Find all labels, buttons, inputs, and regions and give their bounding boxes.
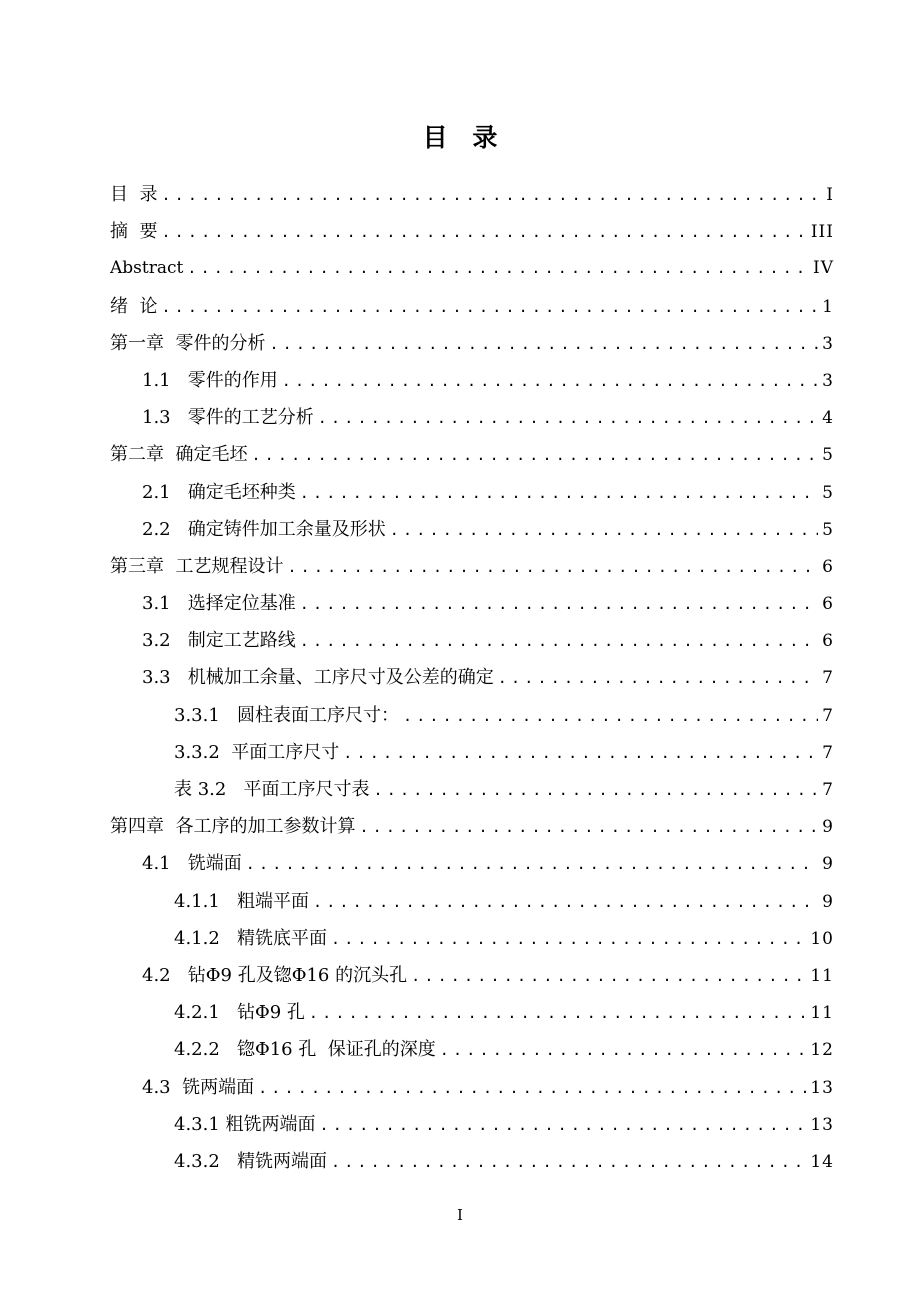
toc-entry[interactable] [110, 176, 834, 213]
toc-entry[interactable] [110, 585, 834, 622]
toc-entry-page: 3 [822, 370, 834, 391]
toc-leader-dots [313, 884, 818, 920]
toc-entry-label: 3.3.2 平面工序尺寸 [174, 741, 340, 763]
toc-entry[interactable] [110, 288, 834, 325]
toc-entry-label: 4.1.2 精铣底平面 [174, 927, 327, 949]
toc-leader-dots [246, 846, 818, 882]
toc-entry[interactable] [110, 511, 834, 548]
toc-leader-dots [411, 958, 806, 994]
toc-entry-label: 目 录 [110, 184, 158, 205]
toc-leader-dots [309, 995, 806, 1031]
toc-entry-page: 1 [822, 296, 834, 317]
toc-leader-dots [300, 586, 818, 622]
toc-entry-label: 3.2 制定工艺路线 [142, 630, 296, 652]
toc-entry[interactable] [110, 622, 834, 659]
toc-leader-dots [300, 475, 818, 511]
toc-entry-page: 12 [810, 1040, 834, 1061]
toc-title: 目 录 [422, 123, 506, 152]
toc-leader-dots [187, 250, 809, 287]
toc-entry-page: 3 [822, 333, 834, 354]
toc-entry[interactable] [110, 734, 834, 771]
toc-leader-dots [318, 400, 818, 436]
toc-leader-dots [374, 772, 819, 808]
toc-leader-dots [161, 177, 822, 213]
toc-entry[interactable] [110, 1069, 834, 1106]
toc-leader-dots [498, 660, 818, 696]
toc-entry[interactable] [110, 883, 834, 920]
toc-entry-page: 6 [822, 556, 834, 577]
toc-entry[interactable] [110, 1031, 834, 1068]
toc-entry-label: 第三章 工艺规程设计 [110, 555, 284, 577]
toc-leader-dots [440, 1032, 807, 1068]
toc-entry-page: 4 [822, 408, 834, 429]
page-number: I [457, 1206, 463, 1224]
toc-entry-label: 4.3.2 精铣两端面 [174, 1150, 327, 1172]
toc-entry-label: 4.1.1 粗端平面 [174, 890, 309, 912]
toc-entry[interactable] [110, 845, 834, 882]
toc-entry[interactable] [110, 362, 834, 399]
toc-entry-label: 第一章 零件的分析 [110, 332, 266, 354]
toc-leader-dots [269, 326, 818, 362]
toc-entry[interactable] [110, 920, 834, 957]
toc-entry-page: 11 [810, 1003, 834, 1024]
toc-entry-page: I [826, 185, 834, 205]
toc-entry-label: 4.3 铣两端面 [142, 1076, 255, 1098]
toc-entry-page: IV [813, 258, 834, 279]
toc-entry-label: 4.2.1 钻Φ9 孔 [174, 1002, 305, 1024]
toc-entry-page: 10 [810, 928, 834, 949]
toc-leader-dots [287, 549, 818, 585]
toc-entry[interactable] [110, 808, 834, 845]
toc-leader-dots [403, 698, 818, 734]
toc-leader-dots [258, 1070, 806, 1106]
toc-entry[interactable] [110, 399, 834, 436]
toc-entry[interactable] [110, 474, 834, 511]
toc-entry[interactable] [110, 697, 834, 734]
toc-entry-label: 4.3.1 粗铣两端面 [174, 1113, 316, 1135]
toc-entry-label: 第四章 各工序的加工参数计算 [110, 816, 356, 838]
toc-leader-dots [161, 289, 818, 325]
toc-entry-label: 3.3.1 圆柱表面工序尺寸： [174, 704, 399, 726]
toc-entry-page: 5 [822, 445, 834, 466]
toc-entry-page: 5 [822, 519, 834, 540]
toc-entry-label: 表 3.2 平面工序尺寸表 [174, 779, 370, 800]
toc-leader-dots [282, 363, 818, 399]
toc-leader-dots [331, 921, 806, 957]
toc-entry-page: 9 [822, 854, 834, 875]
toc-leader-dots [331, 1144, 806, 1180]
toc-entry-page: 9 [822, 891, 834, 912]
toc-leader-dots [251, 437, 818, 473]
toc-entry-label: 1.3 零件的工艺分析 [142, 407, 314, 429]
toc-entry-label: 2.1 确定毛坯种类 [142, 481, 296, 503]
toc-leader-dots [390, 512, 818, 548]
toc-entry[interactable] [110, 250, 834, 287]
toc-entry-label: 4.2 钻Φ9 孔及锪Φ16 的沉头孔 [142, 964, 408, 986]
toc-entry-page: 13 [810, 1077, 834, 1098]
toc-leader-dots [343, 735, 818, 771]
toc-entry-label: Abstract [110, 258, 184, 279]
toc-entry-label: 3.1 选择定位基准 [142, 593, 296, 615]
toc-entry[interactable] [110, 213, 834, 250]
toc-entry-label: 4.2.2 锪Φ16 孔 保证孔的深度 [174, 1039, 436, 1061]
toc-leader-dots [359, 809, 818, 845]
toc-entry-page: 7 [822, 742, 834, 763]
toc-entry-label: 摘 要 [110, 221, 158, 243]
toc-entry-page: 7 [822, 780, 834, 800]
toc-entry-page: 13 [810, 1114, 834, 1135]
toc-entry[interactable] [110, 994, 834, 1031]
toc-entry[interactable] [110, 771, 834, 808]
toc-entry-page: 6 [822, 631, 834, 652]
toc-entry-label: 1.1 零件的作用 [142, 369, 278, 391]
toc-entry[interactable] [110, 325, 834, 362]
toc-leader-dots [300, 623, 818, 659]
toc-entry[interactable] [110, 1106, 834, 1143]
toc-entry-page: 5 [822, 482, 834, 503]
toc-entry-page: III [810, 222, 834, 243]
toc-entry-label: 4.1 铣端面 [142, 853, 242, 875]
toc-entry-label: 3.3 机械加工余量、工序尺寸及公差的确定 [142, 667, 494, 689]
toc-entry-label: 2.2 确定铸件加工余量及形状 [142, 518, 386, 540]
toc-entry-page: 7 [822, 668, 834, 689]
toc-leader-dots [161, 214, 806, 250]
toc-entry-label: 第二章 确定毛坯 [110, 444, 248, 466]
toc-entry[interactable] [110, 659, 834, 696]
toc-entry-page: 11 [810, 965, 834, 986]
toc-entry[interactable] [110, 1143, 834, 1180]
toc-entry-page: 9 [822, 817, 834, 838]
toc-entry[interactable] [110, 436, 834, 473]
table-of-contents [110, 176, 834, 1180]
toc-entry-page: 7 [822, 705, 834, 726]
toc-leader-dots [320, 1107, 807, 1143]
toc-entry[interactable] [110, 957, 834, 994]
toc-entry[interactable] [110, 548, 834, 585]
toc-entry-page: 14 [810, 1151, 834, 1172]
toc-entry-page: 6 [822, 594, 834, 615]
toc-entry-label: 绪 论 [110, 295, 158, 317]
